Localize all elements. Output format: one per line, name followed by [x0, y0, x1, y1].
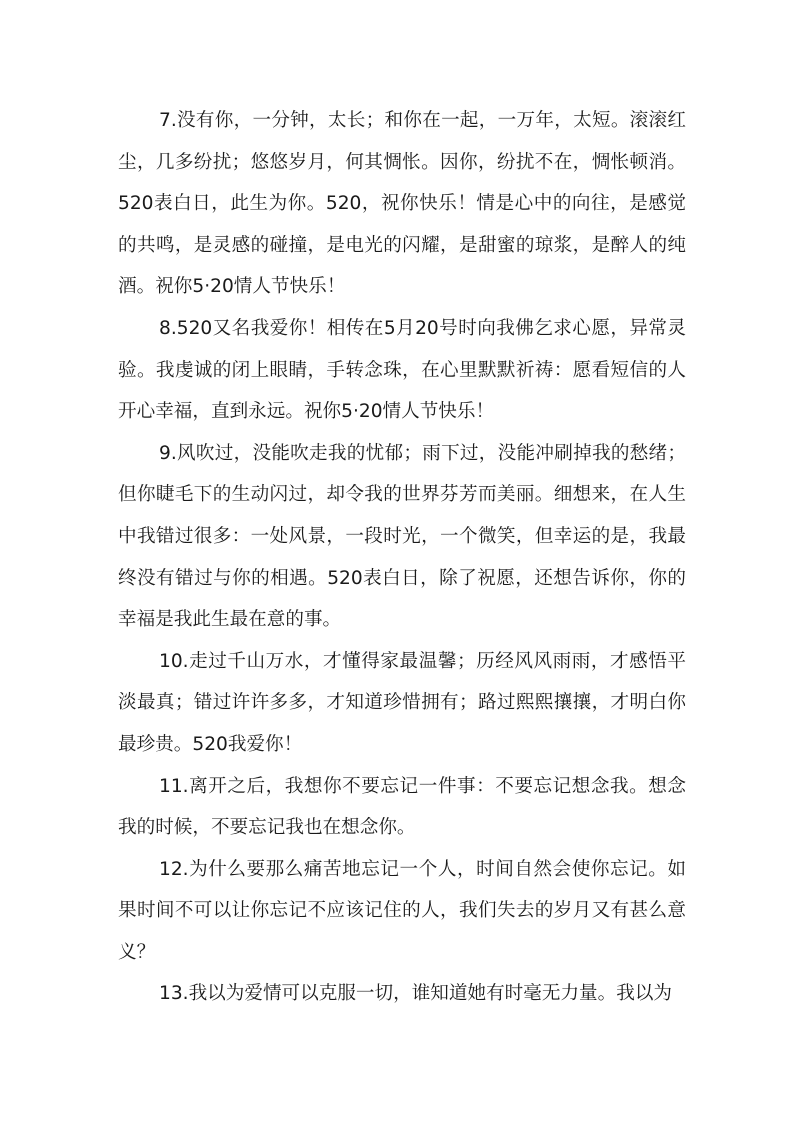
paragraph-11: 11.离开之后，我想你不要忘记一件事：不要忘记想念我。想念我的时候，不要忘记我也在想念你。 — [118, 775, 686, 839]
document-body — [118, 100, 686, 1015]
paragraph-10: 10.走过千山万水，才懂得家最温馨；历经风风雨雨，才感悟平淡最真；错过许许多多，才知道珍惜拥有；路过熙熙攘攘，才明白你最珍贵。520我爱你！ — [118, 650, 686, 755]
paragraph-12: 12.为什么要那么痛苦地忘记一个人，时间自然会使你忘记。如果时间不可以让你忘记不应该记住的人，我们失去的岁月又有甚么意义？ — [118, 858, 686, 963]
paragraph-7: 7.没有你，一分钟，太长；和你在一起，一万年，太短。滚滚红尘，几多纷扰；悠悠岁月，何其惆怅。因你，纷扰不在，惆怅顿消。520表白日，此生为你。520，祝你快乐！情是心中的向往，是感觉的共鸣，是灵感的碰撞，是电光的闪耀，是甜蜜的琼浆，是醉人的纯酒。祝你5·20情人节快乐！ — [118, 110, 686, 298]
paragraph-9: 9.风吹过，没能吹走我的忧郁；雨下过，没能冲刷掉我的愁绪；但你睫毛下的生动闪过，却令我的世界芬芳而美丽。细想来，在人生中我错过很多：一处风景，一段时光，一个微笑，但幸运的是，我最终没有错过与你的相遇。520表白日，除了祝愿，还想告诉你，你的幸福是我此生最在意的事。 — [118, 442, 686, 631]
paragraph-8: 8.520又名我爱你！相传在5月20号时向我佛乞求心愿，异常灵验。我虔诚的闭上眼睛，手转念珠，在心里默默祈祷：愿看短信的人开心幸福，直到永远。祝你5·20情人节快乐！ — [118, 317, 686, 423]
paragraph-13: 13.我以为爱情可以克服一切，谁知道她有时毫无力量。我以为 — [159, 983, 673, 1005]
